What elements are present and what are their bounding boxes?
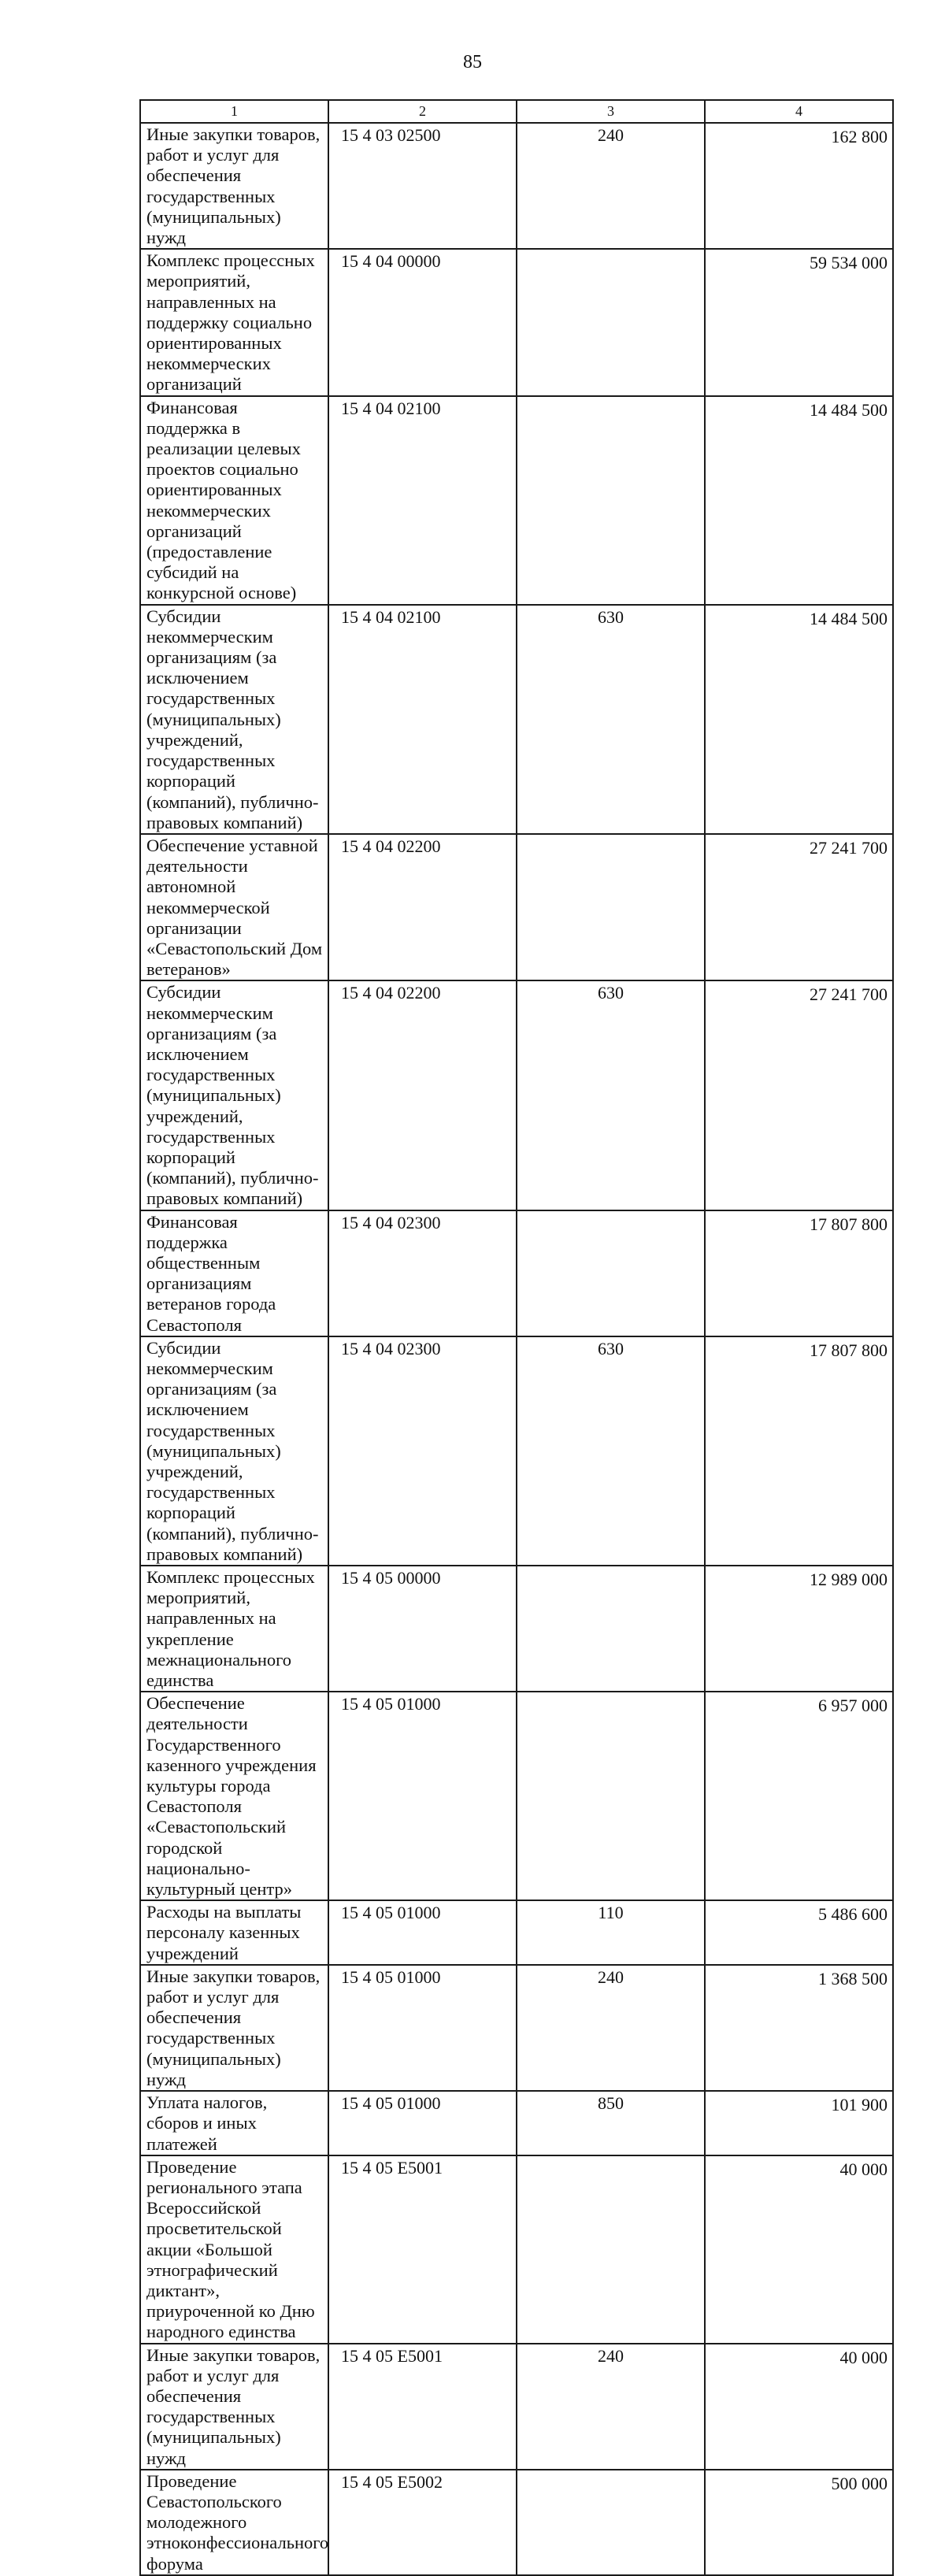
row-name-cell: Расходы на выплаты персоналу казенных учреждений xyxy=(140,1900,328,1965)
table-row xyxy=(140,2470,893,2575)
row-name-cell: Проведение регионального этапа Всероссийской просветительской акции «Большой этнографический диктант», приуроченной ко Дню народного единства xyxy=(140,2155,328,2344)
row-name-cell: Субсидии некоммерческим организациям (за исключением государственных (муниципальных) учреждений, государственных корпораций (компаний), публично-правовых компаний) xyxy=(140,980,328,1210)
row-expense-type-cell xyxy=(517,834,705,980)
column-number-header-row xyxy=(140,100,893,123)
row-expense-type-cell: 240 xyxy=(517,123,705,249)
row-code-cell: 15 4 05 E5001 xyxy=(328,2155,517,2344)
row-code-cell: 15 4 03 02500 xyxy=(328,123,517,249)
row-amount-cell: 12 989 000 xyxy=(705,1566,893,1692)
row-expense-type-cell: 240 xyxy=(517,1965,705,2091)
row-name-cell: Субсидии некоммерческим организациям (за исключением государственных (муниципальных) учреждений, государственных корпораций (компаний), публично-правовых компаний) xyxy=(140,1336,328,1566)
table-row xyxy=(140,1692,893,1900)
row-name-cell: Обеспечение деятельности Государственного казенного учреждения культуры города Севастополя «Севастопольский городской национально-культурный центр» xyxy=(140,1692,328,1900)
row-name-cell: Уплата налогов, сборов и иных платежей xyxy=(140,2091,328,2155)
row-name-cell: Иные закупки товаров, работ и услуг для обеспечения государственных (муниципальных) нужд xyxy=(140,2344,328,2470)
row-expense-type-cell xyxy=(517,2470,705,2575)
row-name-cell: Иные закупки товаров, работ и услуг для обеспечения государственных (муниципальных) нужд xyxy=(140,123,328,249)
table-row xyxy=(140,1336,893,1566)
row-code-cell: 15 4 05 E5002 xyxy=(328,2470,517,2575)
row-code-cell: 15 4 05 01000 xyxy=(328,1900,517,1965)
row-amount-cell: 27 241 700 xyxy=(705,980,893,1210)
row-code-cell: 15 4 05 01000 xyxy=(328,2091,517,2155)
row-expense-type-cell xyxy=(517,249,705,395)
row-expense-type-cell xyxy=(517,1692,705,1900)
row-code-cell: 15 4 04 02100 xyxy=(328,396,517,605)
page-number: 85 xyxy=(463,52,482,72)
row-amount-cell: 17 807 800 xyxy=(705,1210,893,1336)
row-amount-cell: 27 241 700 xyxy=(705,834,893,980)
row-name-cell: Комплекс процессных мероприятий, направленных на укрепление межнационального единства xyxy=(140,1566,328,1692)
table-row xyxy=(140,123,893,249)
row-name-cell: Иные закупки товаров, работ и услуг для обеспечения государственных (муниципальных) нужд xyxy=(140,1965,328,2091)
row-amount-cell: 6 957 000 xyxy=(705,1692,893,1900)
row-name-cell: Обеспечение уставной деятельности автономной некоммерческой организации «Севастопольский Дом ветеранов» xyxy=(140,834,328,980)
table-row xyxy=(140,2155,893,2344)
row-amount-cell: 500 000 xyxy=(705,2470,893,2575)
table-row xyxy=(140,1900,893,1965)
row-expense-type-cell: 630 xyxy=(517,605,705,834)
row-amount-cell: 162 800 xyxy=(705,123,893,249)
table-row xyxy=(140,249,893,395)
budget-table xyxy=(139,99,894,2576)
row-code-cell: 15 4 05 01000 xyxy=(328,1692,517,1900)
row-name-cell: Субсидии некоммерческим организациям (за исключением государственных (муниципальных) учреждений, государственных корпораций (компаний), публично-правовых компаний) xyxy=(140,605,328,834)
table-row xyxy=(140,396,893,605)
row-code-cell: 15 4 04 02200 xyxy=(328,834,517,980)
row-code-cell: 15 4 04 02200 xyxy=(328,980,517,1210)
row-expense-type-cell: 850 xyxy=(517,2091,705,2155)
row-code-cell: 15 4 05 00000 xyxy=(328,1566,517,1692)
row-amount-cell: 59 534 000 xyxy=(705,249,893,395)
table-row xyxy=(140,1965,893,2091)
row-code-cell: 15 4 04 02300 xyxy=(328,1210,517,1336)
table-row xyxy=(140,980,893,1210)
row-expense-type-cell xyxy=(517,2155,705,2344)
row-expense-type-cell xyxy=(517,396,705,605)
row-code-cell: 15 4 04 00000 xyxy=(328,249,517,395)
row-expense-type-cell: 630 xyxy=(517,980,705,1210)
row-amount-cell: 101 900 xyxy=(705,2091,893,2155)
table-row xyxy=(140,1566,893,1692)
row-name-cell: Проведение Севастопольского молодежного этноконфессионального форума xyxy=(140,2470,328,2575)
column-number-2: 2 xyxy=(328,100,517,123)
row-amount-cell: 14 484 500 xyxy=(705,396,893,605)
row-expense-type-cell xyxy=(517,1566,705,1692)
row-amount-cell: 5 486 600 xyxy=(705,1900,893,1965)
row-name-cell: Финансовая поддержка общественным организациям ветеранов города Севастополя xyxy=(140,1210,328,1336)
table-row xyxy=(140,834,893,980)
column-number-1: 1 xyxy=(140,100,328,123)
row-code-cell: 15 4 05 E5001 xyxy=(328,2344,517,2470)
row-expense-type-cell: 630 xyxy=(517,1336,705,1566)
row-code-cell: 15 4 05 01000 xyxy=(328,1965,517,2091)
row-amount-cell: 40 000 xyxy=(705,2155,893,2344)
row-amount-cell: 17 807 800 xyxy=(705,1336,893,1566)
column-number-4: 4 xyxy=(705,100,893,123)
row-amount-cell: 14 484 500 xyxy=(705,605,893,834)
table-row xyxy=(140,2091,893,2155)
table-row xyxy=(140,605,893,834)
row-expense-type-cell: 110 xyxy=(517,1900,705,1965)
row-name-cell: Комплекс процессных мероприятий, направленных на поддержку социально ориентированных некоммерческих организаций xyxy=(140,249,328,395)
column-number-3: 3 xyxy=(517,100,705,123)
row-name-cell: Финансовая поддержка в реализации целевых проектов социально ориентированных некоммерческих организаций (предоставление субсидий на конкурсной основе) xyxy=(140,396,328,605)
row-code-cell: 15 4 04 02100 xyxy=(328,605,517,834)
budget-table-body xyxy=(140,100,893,2575)
row-code-cell: 15 4 04 02300 xyxy=(328,1336,517,1566)
row-amount-cell: 40 000 xyxy=(705,2344,893,2470)
row-expense-type-cell: 240 xyxy=(517,2344,705,2470)
row-amount-cell: 1 368 500 xyxy=(705,1965,893,2091)
table-row xyxy=(140,2344,893,2470)
